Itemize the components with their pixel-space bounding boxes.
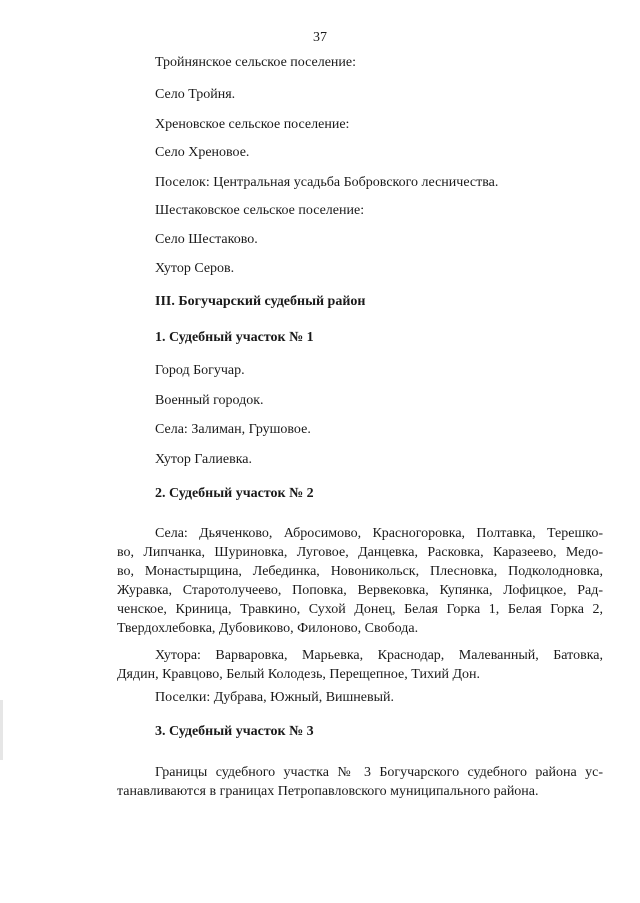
poselok-usadba: Поселок: Центральная усадьба Бобровского лесничества.: [155, 175, 499, 190]
district-1-heading: 1. Судебный участок № 1: [155, 330, 314, 345]
district-3-paragraph: [117, 763, 603, 801]
paragraph-line: Хутора: Варваровка, Марьевка, Краснодар, Малеванный, Батовка,: [155, 648, 603, 663]
shestakovskoe-settlement-label: Шестаковское сельское поселение:: [155, 203, 365, 218]
paragraph-line: Твердохлебовка, Дубовиково, Филоново, Свобода.: [117, 621, 419, 636]
paragraph-line: Границы судебного участка № 3 Богучарского судебного района ус-: [155, 765, 603, 780]
district-1-sela: Села: Залиман, Грушовое.: [155, 422, 311, 437]
paragraph-line: Журавка, Старотолучеево, Поповка, Вервековка, Купянка, Лофицкое, Рад-: [117, 583, 603, 598]
paragraph-line: Дядин, Кравцово, Белый Колодезь, Перещепное, Тихий Дон.: [117, 667, 480, 682]
selo-hrenovoe: Село Хреновое.: [155, 145, 250, 160]
district-1-gorod: Город Богучар.: [155, 363, 245, 378]
district-2-poselki: Поселки: Дубрава, Южный, Вишневый.: [155, 690, 395, 705]
district-2-hutora-paragraph: [117, 646, 603, 684]
hrenovskoe-settlement-label: Хреновское сельское поселение:: [155, 117, 350, 132]
paragraph-line: во, Липчанка, Шуриновка, Луговое, Данцевка, Расковка, Каразеево, Медо-: [117, 545, 603, 560]
district-2-sela-paragraph: [117, 524, 603, 638]
paragraph-line: Села: Дьяченково, Абросимово, Красногоровка, Полтавка, Терешко-: [155, 526, 603, 541]
troinyanskoe-settlement-label: Тройнянское сельское поселение:: [155, 55, 357, 70]
hutor-serov: Хутор Серов.: [155, 261, 235, 276]
page-number: 37: [313, 30, 327, 45]
district-2-heading: 2. Судебный участок № 2: [155, 486, 314, 501]
district-3-heading: 3. Судебный участок № 3: [155, 724, 314, 739]
paragraph-line: танавливаются в границах Петропавловского муниципального района.: [117, 784, 539, 799]
selo-shestakovo: Село Шестаково.: [155, 232, 258, 247]
scan-edge-mark: [0, 700, 3, 760]
section-3-heading: III. Богучарский судебный район: [155, 294, 366, 309]
district-1-hutor: Хутор Галиевка.: [155, 452, 253, 467]
paragraph-line: ченское, Криница, Травкино, Сухой Донец, Белая Горка 1, Белая Горка 2,: [117, 602, 603, 617]
district-1-voenny: Военный городок.: [155, 393, 264, 408]
selo-troinya: Село Тройня.: [155, 87, 236, 102]
paragraph-line: во, Монастырщина, Лебединка, Новоникольск, Плесновка, Подколодновка,: [117, 564, 603, 579]
